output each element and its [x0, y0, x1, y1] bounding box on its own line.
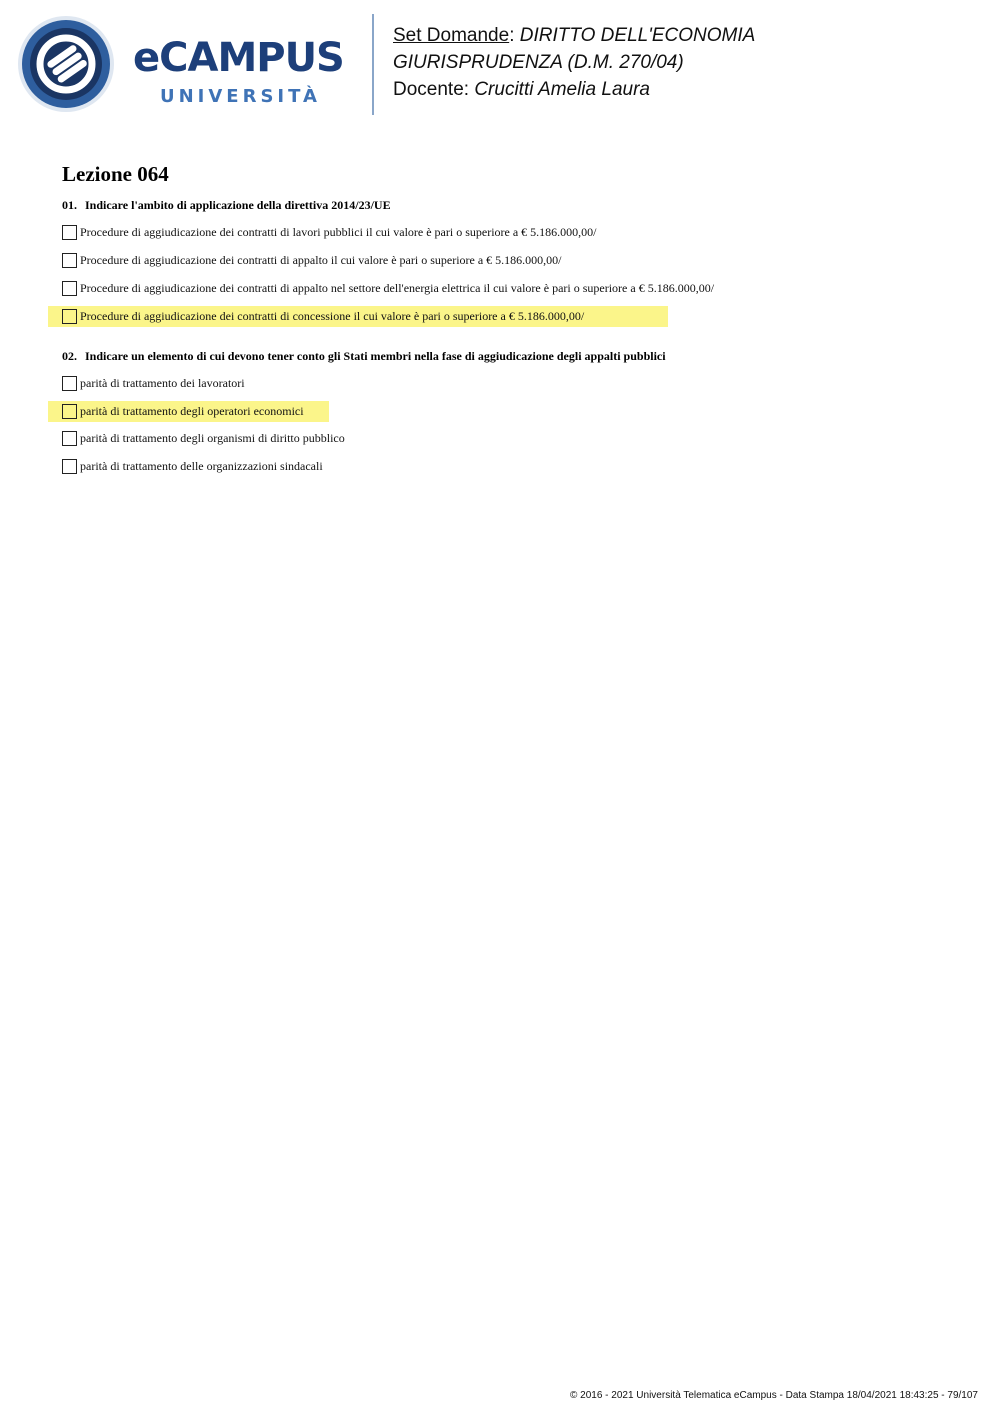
answer-checkbox[interactable]: [62, 431, 77, 446]
page-footer: © 2016 - 2021 Università Telematica eCampus - Data Stampa 18/04/2021 18:43:25 - 79/107: [570, 1390, 978, 1401]
question-01: [62, 198, 391, 213]
answer-option[interactable]: [62, 429, 345, 447]
answer-label: Procedure di aggiudicazione dei contratti di lavori pubblici il cui valore è pari o superiore a € 5.186.000,00/: [80, 224, 597, 239]
question-text: Indicare l'ambito di applicazione della direttiva 2014/23/UE: [85, 198, 391, 212]
set-separator: :: [509, 25, 520, 46]
answer-label: parità di trattamento dei lavoratori: [80, 375, 245, 390]
answer-option-highlighted[interactable]: [62, 402, 304, 420]
answer-checkbox[interactable]: [62, 376, 77, 391]
answer-label: Procedure di aggiudicazione dei contratti di concessione il cui valore è pari o superiore a € 5.186.000,00/: [80, 308, 585, 323]
set-line: [393, 22, 755, 49]
header-info: [393, 22, 755, 103]
answer-option[interactable]: [62, 251, 562, 269]
teacher-label: Docente:: [393, 79, 475, 100]
answer-label: parità di trattamento degli organismi di diritto pubblico: [80, 430, 345, 445]
question-02: [62, 349, 666, 364]
question-number: 01.: [62, 198, 77, 212]
answer-option[interactable]: [62, 279, 714, 297]
question-text: Indicare un elemento di cui devono tener conto gli Stati membri nella fase di aggiudicazione degli appalti pubblici: [85, 349, 666, 363]
answer-label: parità di trattamento degli operatori economici: [80, 403, 304, 418]
set-value: DIRITTO DELL'ECONOMIA: [519, 25, 756, 46]
lesson-title: Lezione 064: [62, 162, 169, 186]
answer-checkbox[interactable]: [62, 309, 77, 324]
answer-option[interactable]: [62, 457, 323, 475]
course-name: GIURISPRUDENZA (D.M. 270/04): [393, 52, 684, 73]
answer-option[interactable]: [62, 374, 245, 392]
logo-wordmark: eCAMPUS: [133, 35, 344, 81]
ecampus-logo-badge: [16, 14, 116, 114]
answer-checkbox[interactable]: [62, 281, 77, 296]
set-label: Set Domande: [393, 25, 510, 46]
answer-option[interactable]: [62, 223, 597, 241]
answer-label: Procedure di aggiudicazione dei contratti di appalto il cui valore è pari o superiore a € 5.186.000,00/: [80, 252, 562, 267]
answer-label: Procedure di aggiudicazione dei contratti di appalto nel settore dell'energia elettrica il cui valore è pari o superiore a € 5.186.000,00/: [80, 280, 715, 295]
header-divider: [372, 14, 374, 115]
answer-checkbox[interactable]: [62, 459, 77, 474]
logo-subtitle: UNIVERSITÀ: [160, 86, 321, 107]
answer-checkbox[interactable]: [62, 225, 77, 240]
teacher-name: Crucitti Amelia Laura: [474, 79, 650, 100]
answer-label: parità di trattamento delle organizzazioni sindacali: [80, 458, 323, 473]
answer-checkbox[interactable]: [62, 404, 77, 419]
teacher-line: [393, 76, 755, 103]
answer-checkbox[interactable]: [62, 253, 77, 268]
question-number: 02.: [62, 349, 77, 363]
answer-option-highlighted[interactable]: [62, 307, 584, 325]
